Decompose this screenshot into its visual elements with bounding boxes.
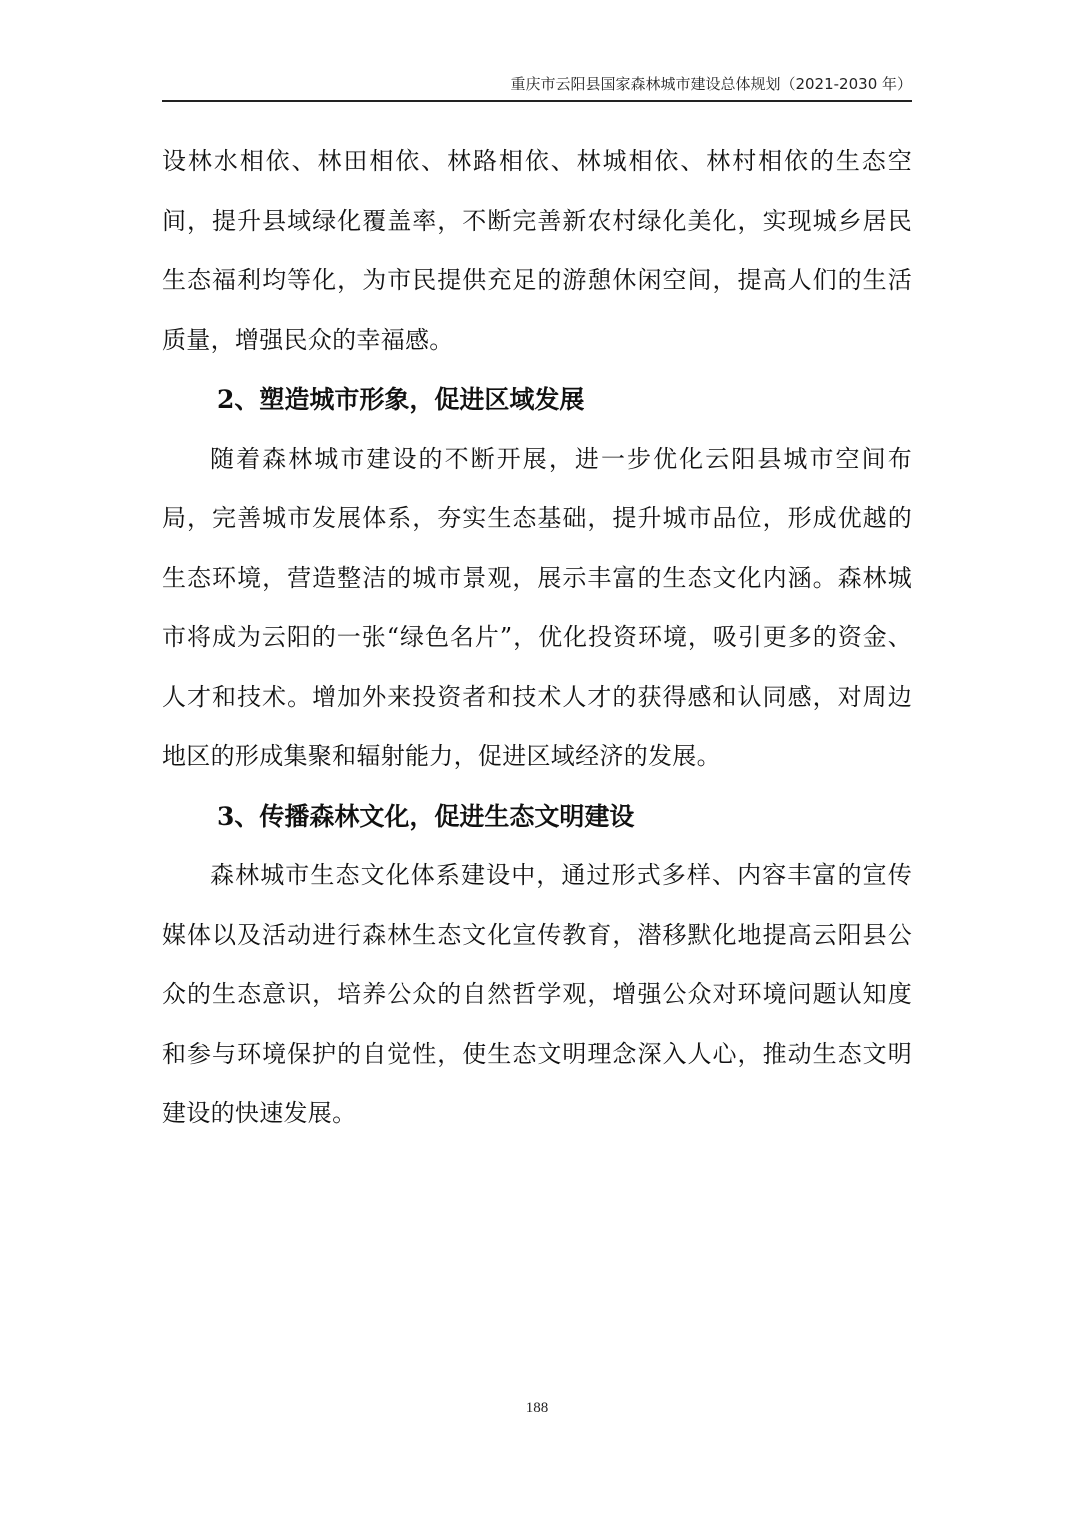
page-body <box>162 132 912 1144</box>
section-heading-3: 3、传播森林文化，促进生态文明建设 <box>217 801 635 831</box>
section-3-paragraph: 森林城市生态文化体系建设中，通过形式多样、内容丰富的宣传媒体以及活动进行森林生态文化宣传教育，潜移默化地提高云阳县公众的生态意识，培养公众的自然哲学观，增强公众对环境问题认知度和参与环境保护的自觉性，使生态文明理念深入人心，推动生态文明建设的快速发展。 <box>162 861 912 1127</box>
page-number: 188 <box>525 1400 549 1416</box>
section-heading-2: 2、塑造城市形象，促进区域发展 <box>217 385 585 414</box>
intro-paragraph: 设林水相依、林田相依、林路相依、林城相依、林村相依的生态空间，提升县域绿化覆盖率，不断完善新农村绿化美化，实现城乡居民生态福利均等化，为市民提供充足的游憩休闲空间，提高人们的生活质量，增强民众的幸福感。 <box>162 147 912 354</box>
running-header <box>162 72 912 102</box>
document-title: 重庆市云阳县国家森林城市建设总体规划（2021-2030 年） <box>510 75 912 93</box>
section-2-paragraph: 随着森林城市建设的不断开展，进一步优化云阳县城市空间布局，完善城市发展体系，夯实生态基础，提升城市品位，形成优越的生态环境，营造整洁的城市景观，展示丰富的生态文化内涵。森林城市将成为云阳的一张“绿色名片”，优化投资环境，吸引更多的资金、人才和技术。增加外来投资者和技术人才的获得感和认同感，对周边地区的形成集聚和辐射能力，促进区域经济的发展。 <box>162 444 912 770</box>
